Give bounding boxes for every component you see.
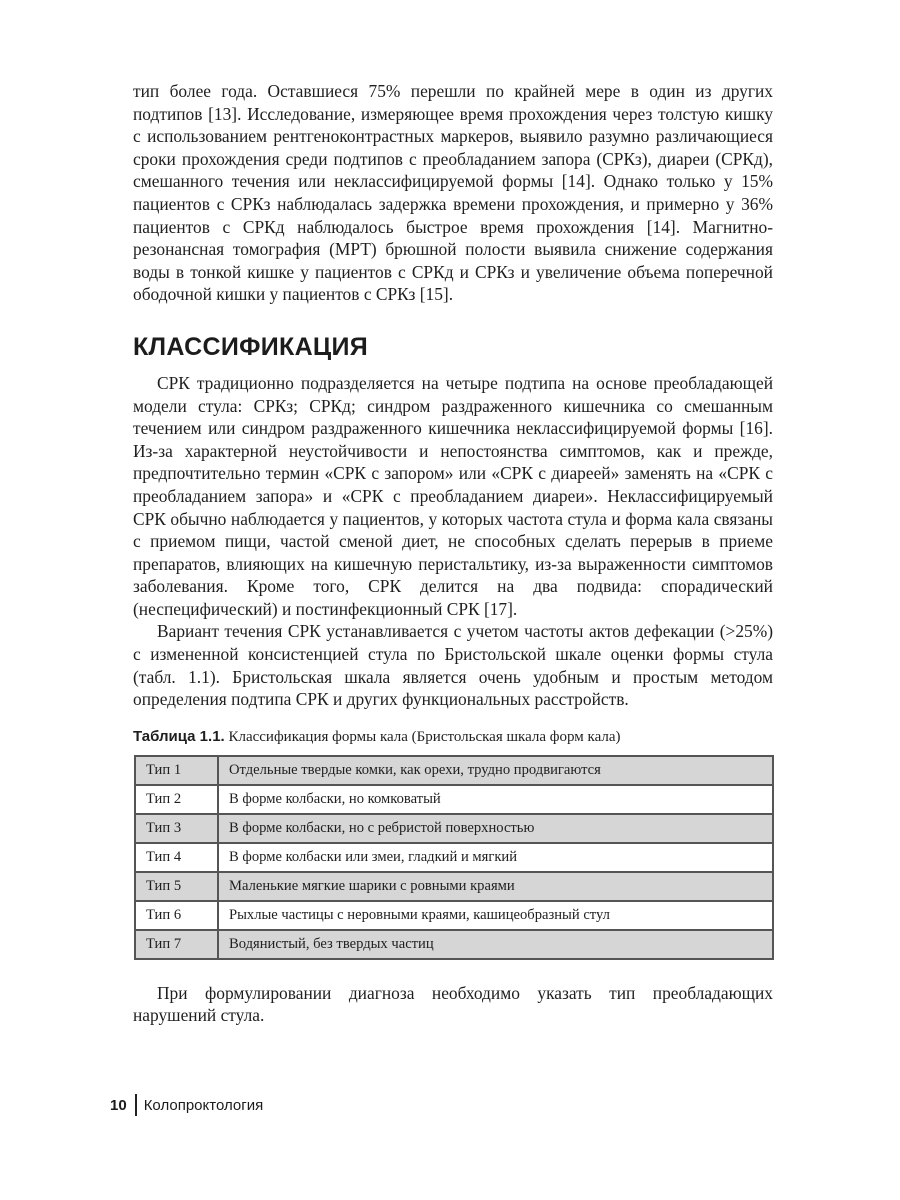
table-row	[135, 843, 773, 872]
table-cell-description: Маленькие мягкие шарики с ровными краями	[218, 872, 773, 901]
paragraph-intro: тип более года. Оставшиеся 75% перешли по крайней мере в один из других подтипов [13]. Исследование, измеряющее время прохождения через толстую кишку с использованием рентгеноконтрастных маркеров, выявило разумно различающиеся сроки прохождения среди подтипов с преобладанием запора (СРКз), диареи (СРКд), смешанного течения или неклассифицируемой формы [14]. Однако только у 15% пациентов с СРКз наблюдалась задержка времени прохождения, и примерно у 36% пациентов с СРКд наблюдалось быстрое время прохождения [14]. Магнитно-резонансная томография (МРТ) брюшной полости выявила снижение содержания воды в тонкой кишке у пациентов с СРКд и СРКз и увеличение объема поперечной ободочной кишки у пациентов с СРКз [15].	[133, 81, 773, 305]
bristol-scale-table	[134, 755, 774, 960]
table-cell-description: Рыхлые частицы с неровными краями, кашицеобразный стул	[218, 901, 773, 930]
table-cell-type: Тип 6	[135, 901, 218, 930]
book-title: Колопроктология	[143, 1096, 264, 1114]
page-content	[133, 80, 773, 1027]
table-row	[135, 872, 773, 901]
table-cell-type: Тип 2	[135, 785, 218, 814]
table-row	[135, 756, 773, 785]
table-cell-type: Тип 7	[135, 930, 218, 959]
table-cell-description: Отдельные твердые комки, как орехи, трудно продвигаются	[218, 756, 773, 785]
page-number: 10	[110, 1096, 127, 1114]
paragraph-classification: СРК традиционно подразделяется на четыре подтипа на основе преобладающей модели стула: СРКз; СРКд; синдром раздраженного кишечника со смешанным течением или синдром раздраженного кишечника неклассифицируемой формы [16]. Из-за характерной неустойчивости и непостоянства симптомов, как и прежде, предпочтительно термин «СРК с запором» или «СРК с диареей» заменять на «СРК с преобладанием запора» и «СРК с преобладанием диареи». Неклассифицируемый СРК обычно наблюдается у пациентов, у которых частота стула и форма кала связаны с приемом пищи, частой сменой диет, не способных сделать перерыв в приеме препаратов, влияющих на кишечную перистальтику, из-за выраженности симптомов заболевания. Кроме того, СРК делится на два подвида: спорадический (неспецифический) и постинфекционный СРК [17].	[133, 372, 773, 619]
table-cell-type: Тип 3	[135, 814, 218, 843]
table-cell-description: В форме колбаски или змеи, гладкий и мягкий	[218, 843, 773, 872]
table-caption-label: Таблица 1.1.	[133, 727, 225, 745]
table-cell-description: Водянистый, без твердых частиц	[218, 930, 773, 959]
table-cell-type: Тип 5	[135, 872, 218, 901]
table-caption	[133, 727, 773, 747]
table-row	[135, 814, 773, 843]
table-cell-type: Тип 4	[135, 843, 218, 872]
page-footer	[110, 1094, 263, 1116]
paragraph-diagnosis: При формулировании диагноза необходимо указать тип преобладающих нарушений стула.	[133, 982, 773, 1026]
table-cell-description: В форме колбаски, но комковатый	[218, 785, 773, 814]
table-caption-text: Классификация формы кала (Бристольская шкала форм кала)	[228, 728, 621, 745]
table-row	[135, 901, 773, 930]
table-row	[135, 785, 773, 814]
table-cell-description: В форме колбаски, но с ребристой поверхностью	[218, 814, 773, 843]
paragraph-variant: Вариант течения СРК устанавливается с учетом частоты актов дефекации (>25%) с измененной консистенцией стула по Бристольской шкале оценки формы стула (табл. 1.1). Бристольская шкала является очень удобным и простым методом определения подтипа СРК и других функциональных расстройств.	[133, 621, 773, 710]
section-heading: КЛАССИФИКАЦИЯ	[133, 332, 369, 361]
footer-divider	[135, 1094, 137, 1116]
table-row	[135, 930, 773, 959]
table-cell-type: Тип 1	[135, 756, 218, 785]
